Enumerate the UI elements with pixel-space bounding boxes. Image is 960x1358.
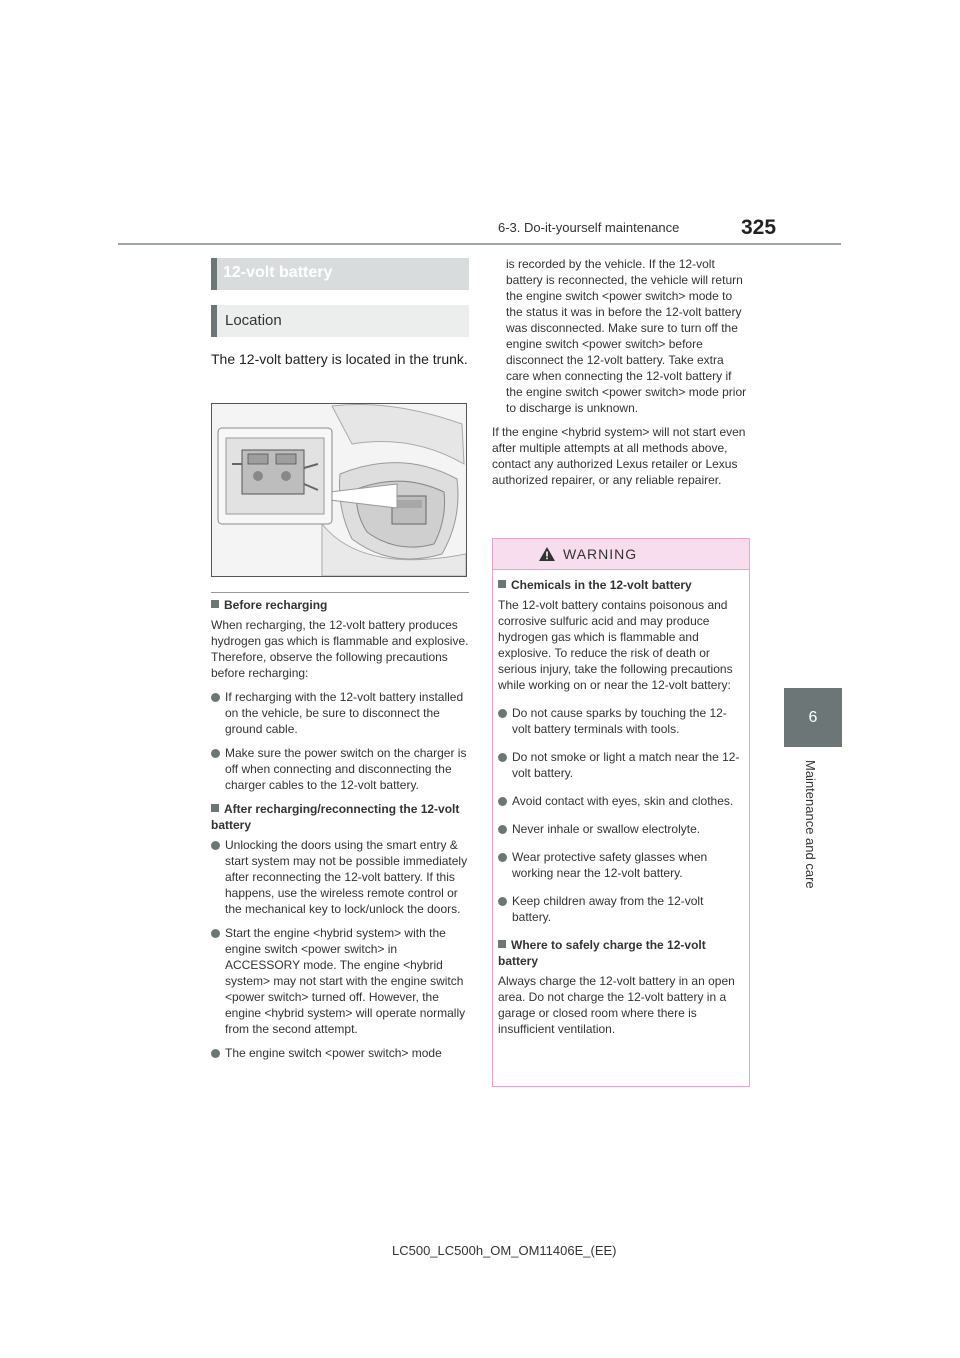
chapter-label xyxy=(784,760,842,900)
bullet-dot-icon xyxy=(211,749,220,758)
trunk-illustration xyxy=(212,404,466,576)
subsection-band xyxy=(211,305,469,337)
list-item xyxy=(498,705,744,737)
chapter-tab: 6 xyxy=(784,688,842,747)
list-item-text: Never inhale or swallow electrolyte. xyxy=(512,822,701,836)
heading-text: Before recharging xyxy=(224,598,328,612)
bullet-dot-icon xyxy=(498,709,507,718)
bullet-dot-icon xyxy=(498,853,507,862)
list-item xyxy=(498,821,744,837)
chemicals-heading xyxy=(498,577,744,593)
list-item xyxy=(498,749,744,781)
subsection-title: Location xyxy=(225,312,282,329)
list-item-text: Start the engine <hybrid system> with the engine switch <power switch> in ACCESSORY mode. The engine <hybrid system> may not start with the engine switch <power switch> turned off. However, the engine <hybrid system> will operate normally from the second attempt. xyxy=(225,926,466,1036)
bullet-dot-icon xyxy=(211,693,220,702)
section-title: 12-volt battery xyxy=(223,264,333,281)
section-header: 6-3. Do-it-yourself maintenance xyxy=(498,220,680,235)
list-item xyxy=(211,1045,469,1061)
list-item-text: Do not smoke or light a match near the 12-volt battery. xyxy=(512,750,740,780)
list-item-text: The engine switch <power switch> mode xyxy=(225,1046,442,1060)
bullet-dot-icon xyxy=(211,929,220,938)
figure-divider xyxy=(211,592,469,593)
bullet-dot-icon xyxy=(498,897,507,906)
bullet-dot-icon xyxy=(211,841,220,850)
heading-text: After recharging/reconnecting the 12-volt battery xyxy=(211,802,460,832)
list-item-text: Wear protective safety glasses when working near the 12-volt battery. xyxy=(512,850,708,880)
repair-advice-text: If the engine <hybrid system> will not start even after multiple attempts at all methods above, contact any authorized Lexus retailer or Lexus authorized repairer, or any reliable repairer. xyxy=(492,425,746,487)
list-item-text: Avoid contact with eyes, skin and clothes. xyxy=(512,794,734,808)
chemicals-text: The 12-volt battery contains poisonous and corrosive sulfuric acid and may produce hydrogen gas which is flammable and explosive. To reduce the risk of death or serious injury, take the following precautions while working on or near the 12-volt battery: xyxy=(498,598,733,692)
warning-box xyxy=(492,538,750,1087)
list-item-text: If recharging with the 12-volt battery installed on the vehicle, be sure to disconnect the ground cable. xyxy=(225,690,464,736)
list-item xyxy=(498,849,744,881)
list-item xyxy=(498,893,744,925)
list-item-text: Do not cause sparks by touching the 12-volt battery terminals with tools. xyxy=(512,706,727,736)
bullet-dot-icon xyxy=(498,753,507,762)
list-item-text: Make sure the power switch on the charger is off when connecting and disconnecting the charger cables to the 12-volt battery. xyxy=(225,746,467,792)
list-item-text: Unlocking the doors using the smart entry & start system may not be possible immediately after reconnecting the 12-volt battery. If this happens, use the wireless remote control or the mechanical key to lock/unlock the doors. xyxy=(225,838,468,916)
document-code: LC500_LC500h_OM_OM11406E_(EE) xyxy=(392,1243,617,1258)
title-accent-bar xyxy=(211,258,217,290)
bullet-dot-icon xyxy=(498,797,507,806)
warning-triangle-icon xyxy=(538,546,556,562)
list-item xyxy=(211,837,469,917)
after-recharging-heading xyxy=(211,801,469,833)
list-item-text: Keep children away from the 12-volt battery. xyxy=(512,894,704,924)
page-number: 325 xyxy=(741,216,777,239)
warning-label: WARNING xyxy=(563,546,638,562)
list-item xyxy=(211,745,469,793)
section-title-band xyxy=(211,258,469,290)
chapter-label-text: Maintenance and care xyxy=(803,760,818,889)
continued-text: is recorded by the vehicle. If the 12-volt battery is reconnected, the vehicle will return the engine switch <power switch> mode to the status it was in before the 12-volt battery was disconnected. Make sure to turn off the engine switch <power switch> before disconnect the 12-volt battery. Take extra care when connecting the 12-volt battery if the engine switch <power switch> mode prior to discharge is unknown. xyxy=(506,257,747,415)
square-bullet-icon xyxy=(498,940,506,948)
header-rule xyxy=(118,243,841,245)
intro-text: The 12-volt battery is located in the trunk. xyxy=(211,351,468,367)
battery-location-illustration xyxy=(211,403,467,577)
square-bullet-icon xyxy=(211,804,219,812)
heading-text: Where to safely charge the 12-volt battery xyxy=(498,938,706,968)
left-column xyxy=(211,597,469,1069)
warning-body xyxy=(493,570,749,1037)
subtitle-accent-bar xyxy=(211,305,217,337)
list-item xyxy=(211,925,469,1037)
charging-location-heading xyxy=(498,937,744,969)
warning-header xyxy=(493,539,749,570)
before-recharging-heading xyxy=(211,597,469,613)
square-bullet-icon xyxy=(211,600,219,608)
list-item xyxy=(211,689,469,737)
charging-location-text: Always charge the 12-volt battery in an open area. Do not charge the 12-volt battery in a garage or closed room where there is insufficient ventilation. xyxy=(498,974,735,1036)
before-recharging-text: When recharging, the 12-volt battery produces hydrogen gas which is flammable and explosive. Therefore, observe the following precautions before recharging: xyxy=(211,618,469,680)
right-column xyxy=(492,256,750,496)
bullet-dot-icon xyxy=(211,1049,220,1058)
bullet-dot-icon xyxy=(498,825,507,834)
list-item xyxy=(498,793,744,809)
square-bullet-icon xyxy=(498,580,506,588)
heading-text: Chemicals in the 12-volt battery xyxy=(511,578,692,592)
